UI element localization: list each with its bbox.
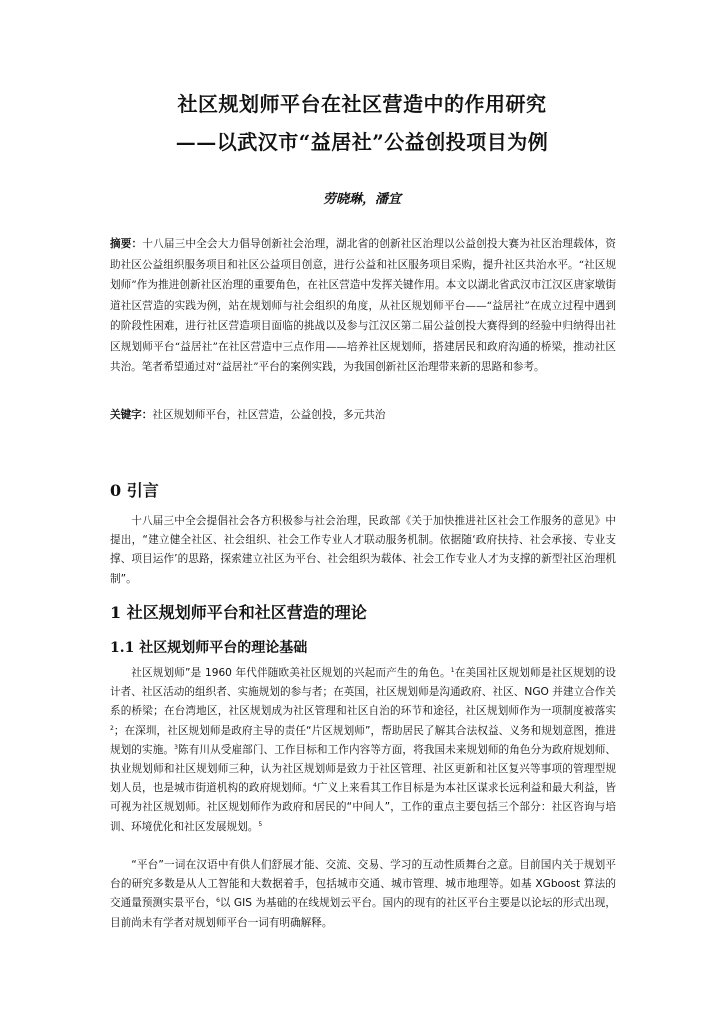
keywords-text: 社区规划师平台，社区营造，公益创投，多元共治 (152, 409, 386, 421)
section-heading-1: 1 社区规划师平台和社区营造的理论 (110, 603, 367, 622)
citation-ref[interactable]: 3 (174, 743, 178, 751)
paragraph-1 (110, 664, 616, 837)
keywords-label: 关键字： (110, 409, 153, 421)
paper-subtitle: ——以武汉市“益居社”公益创投项目为例 (175, 130, 549, 154)
paragraph-1-text-b: 在美国社区规划师是社区规划的设计者、社区活动的组织者、实施规划的参与者；在英国，社区规划师是沟通政府、社区、NGO 并建立合作关系的桥梁；在台湾地区，社区规划成为社区管理和社区自治的环节和途径，社区规划师作为一项制度被落实 (110, 667, 616, 718)
subsection-heading-1-1: 1.1 社区规划师平台的理论基础 (110, 640, 308, 656)
citation-ref[interactable]: 6 (216, 897, 220, 905)
paragraph-2 (110, 856, 616, 933)
abstract-label: 摘要： (110, 238, 143, 250)
citation-ref[interactable]: 2 (110, 724, 114, 732)
paragraph-1-text-c: ；在深圳，社区规划师是政府主导的责任“片区规划师”，帮助居民了解其合法权益、义务和规划意图，推进规划的实施。 (110, 724, 616, 756)
citation-ref[interactable]: 5 (258, 820, 263, 828)
authors: 劳晓琳，潘宜 (322, 192, 401, 207)
paragraph-1-text-e: 广义上来看其工作目标是为本社区谋求长远利益和最大利益，皆可视为社区规划师。社区规划师作为政府和居民的“中间人”，工作的重点主要包括三个部分：社区咨询与培训、环境优化和社区发展规划。 (110, 782, 617, 833)
paragraph-1-text-a: 社区规划师”是 1960 年代伴随欧美社区规划的兴起而产生的角色。 (131, 667, 451, 679)
paper-title: 社区规划师平台在社区营造中的作用研究 (177, 92, 547, 116)
citation-ref[interactable]: 4 (313, 782, 317, 790)
keywords (110, 405, 616, 425)
citation-ref[interactable]: 1 (450, 667, 455, 674)
abstract-text: 十八届三中全会大力倡导创新社会治理，湖北省的创新社区治理以公益创投大赛为社区治理载体，资助社区公益组织服务项目和社区公益项目创意，进行公益和社区服务项目采购，提升社区共治水平。“社区规划师”作为推进创新社区治理的重要角色，在社区营造中发挥关键作用。本文以湖北省武汉市江汉区唐家墩街道社区营造的实践为例，站在规划师与社会组织的角度，从社区规划师平台——“益居社”在成立过程中遇到的阶段性困难，进行社区营造项目面临的挑战以及参与江汉区第二届公益创投大赛得到的经验中归纳得出社区规划师平台“益居社”在社区营造中三点作用——培养社区规划师，搭建居民和政府沟通的桥梁，推动社区共治。笔者希望通过对“益居社”平台的案例实践，为我国创新社区治理带来新的思路和参考。 (110, 238, 616, 373)
paragraph-1-text-d: 陈有川从受雇部门、工作目标和工作内容等方面，将我国未来规划师的角色分为政府规划师、执业规划师和社区规划师三种，认为社区规划师是致力于社区管理、社区更新和社区复兴等事项的管理型规划人员，也是城市街道机构的政府规划师。 (110, 743, 616, 795)
abstract (110, 234, 616, 378)
intro-paragraph: 十八届三中全会提倡社会各方积极参与社会治理，民政部《关于加快推进社区社会工作服务的意见》中提出，“建立健全社区、社会组织、社会工作专业人才联动服务机制。依据随‘政府扶持、社会承接、专业支撑、项目运作’的思路，探索建立社区为平台、社会组织为载体、社会工作专业人才为支撑的新型社区治理机制”。 (110, 515, 616, 585)
section-heading-intro: 0 引言 (110, 481, 159, 500)
paragraph-2-text-b: 以 GIS 为基础的在线规划云平台。国内的现有的社区平台主要是以论坛的形式出现，目前尚未有学者对规划师平台一词有明确解释。 (110, 897, 616, 929)
paragraph-2-text-a: “平台”一词在汉语中有供人们舒展才能、交流、交易、学习的互动性质舞台之意。目前国内关于规划平台的研究多数是从人工智能和大数据着手，包括城市交通、城市管理、城市地理等。如基 XGboost 算法的交通量预测实景平台， (110, 859, 616, 910)
